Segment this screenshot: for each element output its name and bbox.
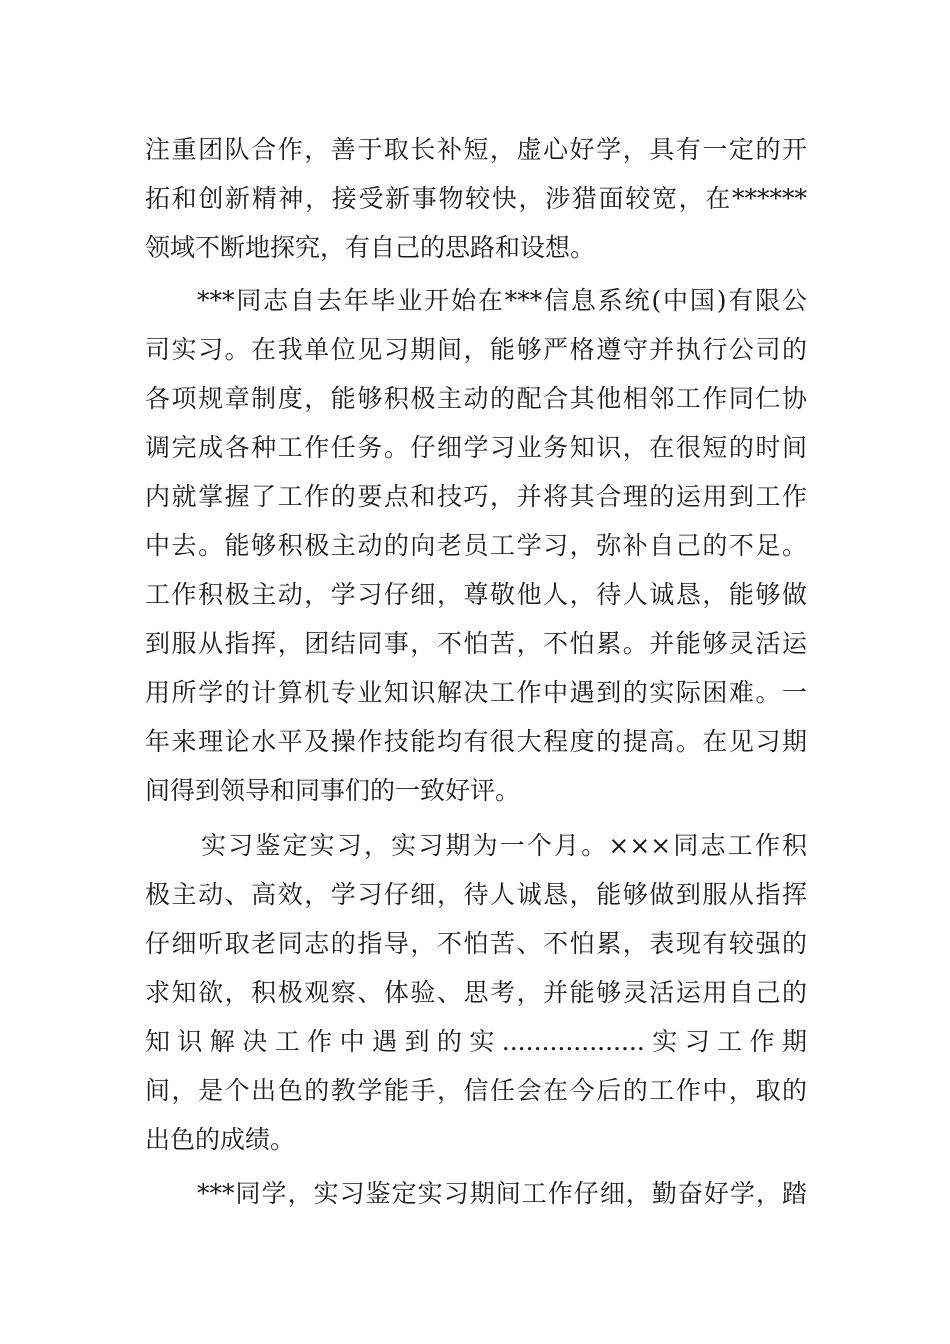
text-line: 调完成各种工作任务。仔细学习业务知识，在很短的时间 [145,433,807,462]
text-line: 工作积极主动，学习仔细，尊敬他人，待人诚恳，能够做 [145,580,807,609]
text-line: 知识解决工作中遇到的实..................实习工作期 [145,1027,807,1056]
text-line: 到服从指挥，团结同事，不怕苦，不怕累。并能够灵活运 [145,629,807,658]
text-line: 用所学的计算机专业知识解决工作中遇到的实际困难。一 [145,678,807,707]
text-line: 仔细听取老同志的指导，不怕苦、不怕累，表现有较强的 [145,929,807,958]
text-line: 极主动、高效，学习仔细，待人诚恳，能够做到服从指挥 [145,880,807,909]
text-line: 实习鉴定实习，实习期为一个月。×××同志工作积 [201,831,807,860]
text-line: 拓和创新精神，接受新事物较快，涉猎面较宽，在****** [145,184,807,213]
text-line: 注重团队合作，善于取长补短，虚心好学，具有一定的开 [145,135,807,164]
text-line: 司实习。在我单位见习期间，能够严格遵守并执行公司的 [145,335,807,364]
text-line: 领域不断地探究，有自己的思路和设想。 [145,233,596,262]
text-line: 年来理论水平及操作技能均有很大程度的提高。在见习期 [145,727,807,756]
text-line: ***同学，实习鉴定实习期间工作仔细，勤奋好学，踏 [197,1179,807,1208]
text-line: 间，是个出色的教学能手，信任会在今后的工作中，取的 [145,1076,807,1105]
text-line: 中去。能够积极主动的向老员工学习，弥补自己的不足。 [145,531,807,560]
text-line: 间得到领导和同事们的一致好评。 [145,776,521,805]
text-line: 出色的成绩。 [145,1125,296,1154]
text-line: 各项规章制度，能够积极主动的配合其他相邻工作同仁协 [145,384,807,413]
text-line: 求知欲，积极观察、体验、思考，并能够灵活运用自己的 [145,978,807,1007]
text-line: 内就掌握了工作的要点和技巧，并将其合理的运用到工作 [145,482,807,511]
text-line: ***同志自去年毕业开始在***信息系统(中国)有限公 [197,286,807,315]
